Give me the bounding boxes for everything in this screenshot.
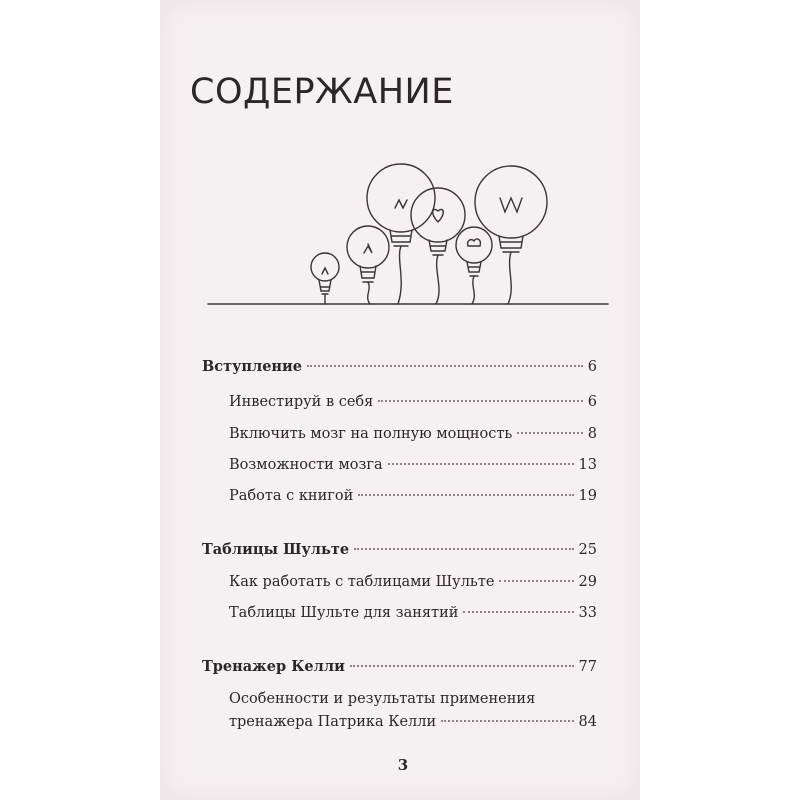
toc-item-title: Возможности мозга [229, 457, 383, 473]
toc-leader-dots [378, 400, 582, 402]
toc-item-brain-abilities[interactable] [229, 455, 597, 475]
toc-section-title: Вступление [202, 358, 303, 375]
toc-item-invest[interactable] [229, 392, 597, 412]
toc-leader-dots [354, 548, 573, 550]
toc-leader-dots [388, 463, 574, 465]
toc-item-schulte-exercises[interactable] [229, 603, 597, 623]
toc-leader-dots [358, 494, 573, 496]
page-number: 3 [397, 756, 409, 774]
toc-page-number: 19 [578, 488, 597, 504]
toc-item-title: Инвестируй в себя [229, 394, 374, 410]
toc-item-title: Работа с книгой [229, 488, 354, 504]
toc-leader-dots [307, 365, 583, 367]
toc-item-title-line1: Особенности и результаты применения [229, 691, 536, 707]
toc-page-number: 8 [587, 426, 597, 442]
toc-item-title-line2: тренажера Патрика Келли [229, 714, 437, 730]
toc-leader-dots [441, 720, 573, 722]
toc-item-working-with-book[interactable] [229, 486, 597, 506]
toc-leader-dots [499, 580, 573, 582]
toc-section-introduction[interactable] [202, 357, 597, 377]
toc-item-kelly-features[interactable] [229, 688, 597, 734]
toc-leader-dots [463, 611, 573, 613]
book-page [160, 0, 640, 800]
toc-section-title: Таблицы Шульте [202, 541, 350, 558]
toc-section-title: Тренажер Келли [202, 658, 345, 675]
toc-section-schulte-tables[interactable] [202, 540, 597, 560]
toc-item-title: Включить мозг на полную мощность [229, 426, 513, 442]
toc-page-number: 6 [587, 394, 597, 410]
toc-item-how-to-work-schulte[interactable] [229, 572, 597, 592]
toc-item-title: Как работать с таблицами Шульте [229, 574, 495, 590]
toc-page-number: 84 [578, 714, 597, 730]
toc-page-number: 77 [578, 659, 597, 675]
toc-page-number: 25 [578, 542, 597, 558]
toc-section-kelly-trainer[interactable] [202, 657, 597, 677]
toc-page-number: 33 [578, 605, 597, 621]
toc-page-number: 29 [578, 574, 597, 590]
table-of-contents [160, 0, 640, 800]
toc-leader-dots [350, 665, 574, 667]
toc-leader-dots [517, 432, 582, 434]
toc-page-number: 6 [587, 359, 597, 375]
toc-item-title: Таблицы Шульте для занятий [229, 605, 459, 621]
toc-item-brain-power[interactable] [229, 424, 597, 444]
toc-page-number: 13 [578, 457, 597, 473]
page-title: СОДЕРЖАНИЕ [190, 72, 454, 112]
